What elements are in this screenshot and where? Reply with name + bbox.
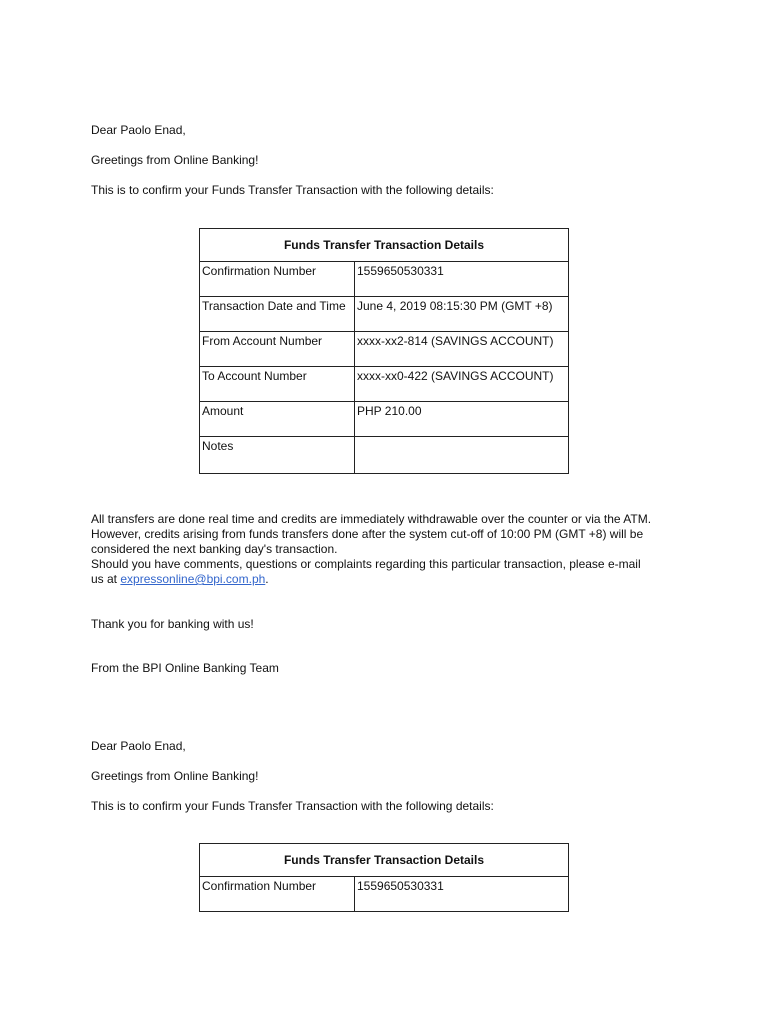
body-line-4: Should you have comments, questions or complaints regarding this particular transaction, please e-mail — [91, 557, 641, 571]
transaction-details-table-2 — [199, 843, 569, 912]
row-value-to-account: xxxx-xx0-422 (SAVINGS ACCOUNT) — [355, 367, 569, 402]
greeting: Greetings from Online Banking! — [91, 153, 259, 167]
row-label-to-account: To Account Number — [200, 367, 355, 402]
greeting-2: Greetings from Online Banking! — [91, 769, 259, 783]
transaction-details-table — [199, 228, 569, 474]
table-row — [200, 262, 569, 297]
row-value-transaction-date: June 4, 2019 08:15:30 PM (GMT +8) — [355, 297, 569, 332]
table-row — [200, 332, 569, 367]
intro-text: This is to confirm your Funds Transfer Transaction with the following details: — [91, 183, 494, 197]
body-line-3: considered the next banking day's transaction. — [91, 542, 338, 556]
table-title-2: Funds Transfer Transaction Details — [200, 844, 569, 877]
signoff-text: From the BPI Online Banking Team — [91, 661, 279, 675]
row-value-amount: PHP 210.00 — [355, 402, 569, 437]
salutation-2: Dear Paolo Enad, — [91, 739, 186, 753]
body-line-5 — [91, 572, 269, 587]
body-line-2: However, credits arising from funds transfers done after the system cut-off of 10:00 PM (GMT +8) will be — [91, 527, 644, 541]
row-label-notes: Notes — [200, 437, 355, 474]
table-row — [200, 437, 569, 474]
row-value-confirmation-number: 1559650530331 — [355, 262, 569, 297]
body-line-5-prefix: us at — [91, 572, 121, 586]
row-label-confirmation-number-2: Confirmation Number — [200, 877, 355, 912]
row-label-confirmation-number: Confirmation Number — [200, 262, 355, 297]
body-line-1: All transfers are done real time and credits are immediately withdrawable over the counter or via the ATM. — [91, 512, 652, 526]
row-label-transaction-date: Transaction Date and Time — [200, 297, 355, 332]
table-row — [200, 402, 569, 437]
intro-text-2: This is to confirm your Funds Transfer Transaction with the following details: — [91, 799, 494, 813]
table-row — [200, 877, 569, 912]
salutation: Dear Paolo Enad, — [91, 123, 186, 137]
row-label-amount: Amount — [200, 402, 355, 437]
row-value-from-account: xxxx-xx2-814 (SAVINGS ACCOUNT) — [355, 332, 569, 367]
row-value-notes — [355, 437, 569, 474]
table-row — [200, 367, 569, 402]
thanks-text: Thank you for banking with us! — [91, 617, 254, 631]
email-link[interactable]: expressonline@bpi.com.ph — [120, 572, 266, 586]
table-row — [200, 297, 569, 332]
body-line-5-suffix: . — [265, 572, 269, 586]
table-title: Funds Transfer Transaction Details — [200, 229, 569, 262]
row-label-from-account: From Account Number — [200, 332, 355, 367]
row-value-confirmation-number-2: 1559650530331 — [355, 877, 569, 912]
